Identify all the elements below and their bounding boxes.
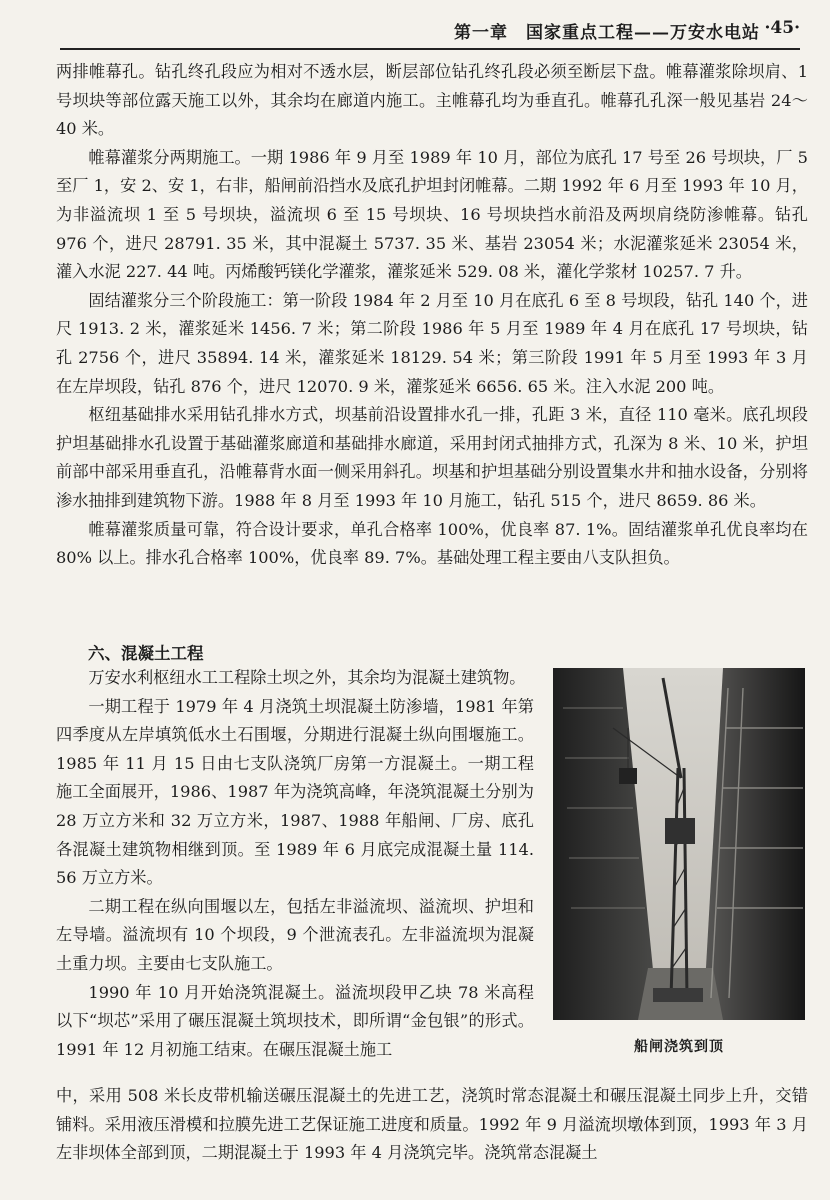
- paragraph: 帷幕灌浆分两期施工。一期 1986 年 9 月至 1989 年 10 月，部位为底孔 17 号至 26 号坝块，厂 5 至厂 1，安 2、安 1，右非，船闸前沿挡水及底孔护坦封闭帷幕。二期 1992 年 6 月至 1993 年 10 月，为非溢流坝 1 至 5 号坝块，溢流坝 6 至 15 号坝块、16 号坝块挡水前沿及两坝肩绕防渗帷幕。钻孔 976 个，进尺 28791. 35 米，其中混凝土 5737. 35 米、基岩 23054 米；水泥灌浆延米 23054 米，灌入水泥 227. 44 吨。丙烯酸钙镁化学灌浆，灌浆延米 529. 08 米，灌化学浆材 10257. 7 升。: [56, 147, 808, 282]
- photo-caption: 船闸浇筑到顶: [634, 1039, 724, 1055]
- page-header: [60, 14, 800, 50]
- section-heading: 六、混凝土工程: [88, 644, 204, 663]
- chapter-title: 第一章 国家重点工程——万安水电站: [454, 23, 760, 43]
- body-text-left: [56, 664, 534, 1064]
- body-text-bottom: [56, 1082, 808, 1168]
- paragraph: 一期工程于 1979 年 4 月浇筑土坝混凝土防渗墙，1981 年第四季度从左岸填筑低水土石围堰，分期进行混凝土纵向围堰施工。1985 年 11 月 15 日由七支队浇筑厂房第一方混凝土。一期工程施工全面展开，1986、1987 年为浇筑高峰，年浇筑混凝土分别为 28 万立方米和 32 万立方米，1987、1988 年船闸、厂房、底孔各混凝土建筑物相继到顶。至 1989 年 6 月底完成混凝土量 114. 56 万立方米。: [56, 696, 534, 888]
- paragraph: 1990 年 10 月开始浇筑混凝土。溢流坝段甲乙块 78 米高程以下“坝芯”采用了碾压混凝土筑坝技术，即所谓“金包银”的形式。1991 年 12 月初施工结束。在碾压混凝土施工: [56, 982, 534, 1059]
- paragraph: 万安水利枢纽水工工程除土坝之外，其余均为混凝土建筑物。: [88, 668, 526, 687]
- paragraph: 枢纽基础排水采用钻孔排水方式，坝基前沿设置排水孔一排，孔距 3 米，直径 110 毫米。底孔坝段护坦基础排水孔设置于基础灌浆廊道和基础排水廊道，采用封闭式抽排方式，孔深为 8 米、10 米，护坦前部中部采用垂直孔，沿帷幕背水面一侧采用斜孔。坝基和护坦基础分别设置集水井和抽水设备，分别将渗水抽排到建筑物下游。1988 年 8 月至 1993 年 10 月施工，钻孔 515 个，进尺 8659. 86 米。: [56, 405, 808, 510]
- paragraph: 二期工程在纵向围堰以左，包括左非溢流坝、溢流坝、护坦和左导墙。溢流坝有 10 个坝段，9 个泄流表孔。左非溢流坝为混凝土重力坝。主要由七支队施工。: [56, 896, 534, 973]
- paragraph: 中，采用 508 米长皮带机输送碾压混凝土的先进工艺，浇筑时常态混凝土和碾压混凝土同步上升，交错铺料。采用液压滑模和拉膜先进工艺保证施工进度和质量。1992 年 9 月溢流坝墩体到顶，1993 年 3 月左非坝体全部到顶，二期混凝土于 1993 年 4 月浇筑完毕。浇筑常态混凝土: [56, 1086, 808, 1163]
- paragraph: 两排帷幕孔。钻孔终孔段应为相对不透水层，断层部位钻孔终孔段必须至断层下盘。帷幕灌浆除坝肩、1 号坝块等部位露天施工以外，其余均在廊道内施工。主帷幕孔均为垂直孔。帷幕孔孔深一般见基岩 24～40 米。: [56, 62, 808, 139]
- paragraph: 帷幕灌浆质量可靠，符合设计要求，单孔合格率 100%，优良率 87. 1%。固结灌浆单孔优良率均在 80% 以上。排水孔合格率 100%，优良率 89. 7%。基础处理工程主要由八支队担负。: [56, 519, 808, 568]
- body-text-top: [56, 58, 808, 573]
- ship-lock-photo-image: [553, 668, 805, 1020]
- page-number: ·45·: [764, 18, 800, 38]
- photo-ship-lock: [553, 668, 805, 1020]
- paragraph: 固结灌浆分三个阶段施工：第一阶段 1984 年 2 月至 10 月在底孔 6 至 8 号坝段，钻孔 140 个，进尺 1913. 2 米，灌浆延米 1456. 7 米；第二阶段 1986 年 5 月至 1989 年 4 月在底孔 17 号坝块，钻孔 2756 个，进尺 35894. 14 米，灌浆延米 18129. 54 米；第三阶段 1991 年 5 月至 1993 年 3 月在左岸坝段，钻孔 876 个，进尺 12070. 9 米，灌浆延米 6656. 65 米。注入水泥 200 吨。: [56, 290, 808, 396]
